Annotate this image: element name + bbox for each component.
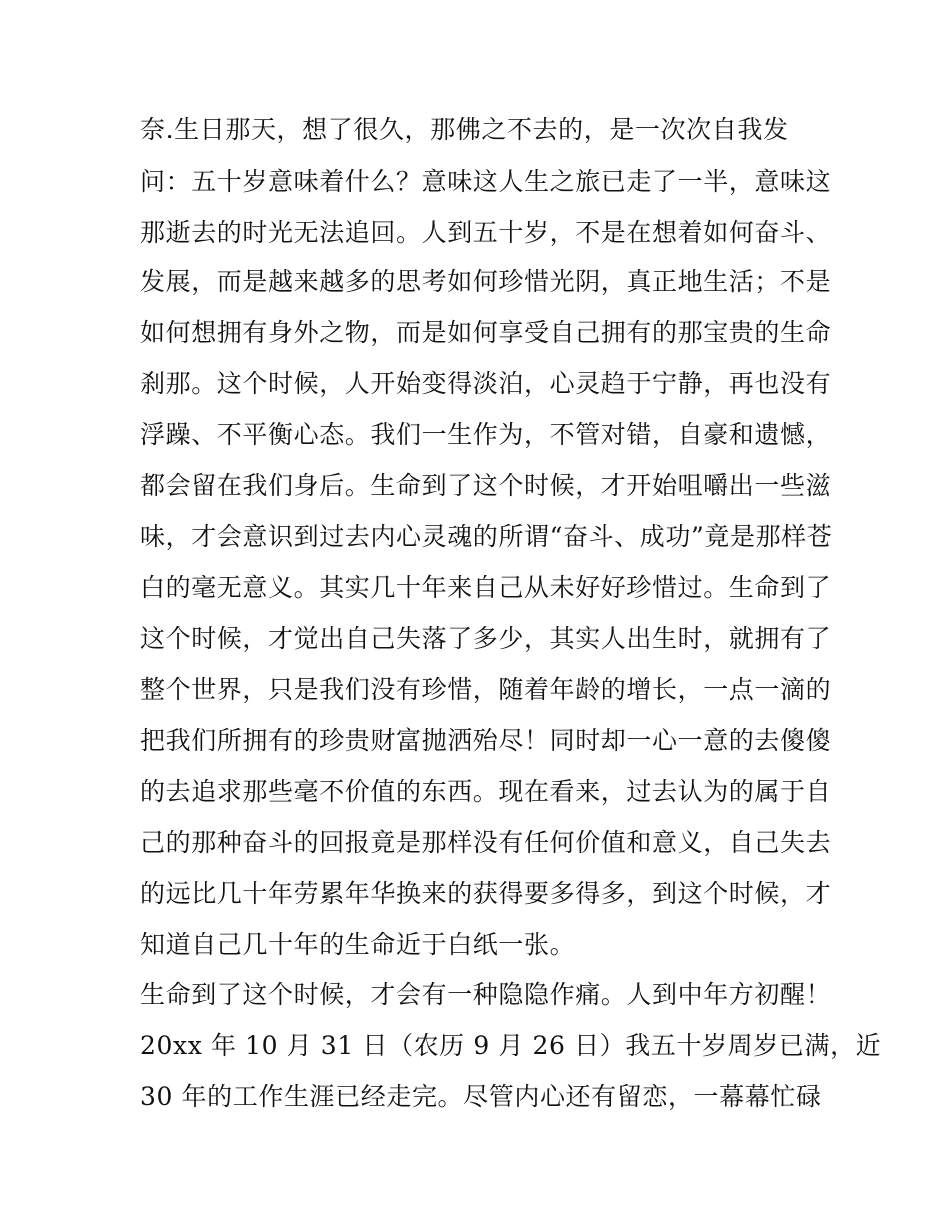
text-line-18: 生命到了这个时候，才会有一种隐隐作痛。人到中年方初醒！ <box>140 980 832 1009</box>
text-line-16: 的远比几十年劳累年华换来的获得要多得多，到这个时候，才 <box>140 879 832 908</box>
text-line-9: 味，才会意识到过去内心灵魂的所谓“奋斗、成功”竟是那样苍 <box>140 522 833 551</box>
text-line-11: 这个时候，才觉出自己失落了多少，其实人出生时，就拥有了 <box>140 624 832 653</box>
text-line-19: 20xx 年 10 月 31 日（农历 9 月 26 日）我五十岁周岁已满，近 <box>140 1031 882 1060</box>
text-line-15: 己的那种奋斗的回报竟是那样没有任何价值和意义，自己失去 <box>140 828 832 857</box>
text-line-6: 刹那。这个时候，人开始变得淡泊，心灵趋于宁静，再也没有 <box>140 369 832 398</box>
text-line-4: 发展，而是越来越多的思考如何珍惜光阴，真正地生活；不是 <box>140 267 832 296</box>
text-line-20: 30 年的工作生涯已经走完。尽管内心还有留恋，一幕幕忙碌 <box>140 1082 822 1111</box>
text-line-8: 都会留在我们身后。生命到了这个时候，才开始咀嚼出一些滋 <box>140 471 832 500</box>
text-line-2: 问：五十岁意味着什么？意味这人生之旅已走了一半，意味这 <box>140 167 832 196</box>
text-line-12: 整个世界，只是我们没有珍惜，随着年龄的增长，一点一滴的 <box>140 675 832 704</box>
text-line-1: 奈.生日那天，想了很久，那佛之不去的，是一次次自我发 <box>140 115 789 144</box>
text-line-13: 把我们所拥有的珍贵财富抛洒殆尽！同时却一心一意的去傻傻 <box>140 726 832 755</box>
text-line-3: 那逝去的时光无法追回。人到五十岁，不是在想着如何奋斗、 <box>140 218 832 247</box>
text-line-5: 如何想拥有身外之物，而是如何享受自己拥有的那宝贵的生命 <box>140 318 832 347</box>
text-line-10: 白的毫无意义。其实几十年来自己从未好好珍惜过。生命到了 <box>140 573 832 602</box>
text-line-17: 知道自己几十年的生命近于白纸一张。 <box>140 930 576 959</box>
text-line-7: 浮躁、不平衡心态。我们一生作为，不管对错，自豪和遗憾， <box>140 420 832 449</box>
text-line-14: 的去追求那些毫不价值的东西。现在看来，过去认为的属于自 <box>140 777 832 806</box>
